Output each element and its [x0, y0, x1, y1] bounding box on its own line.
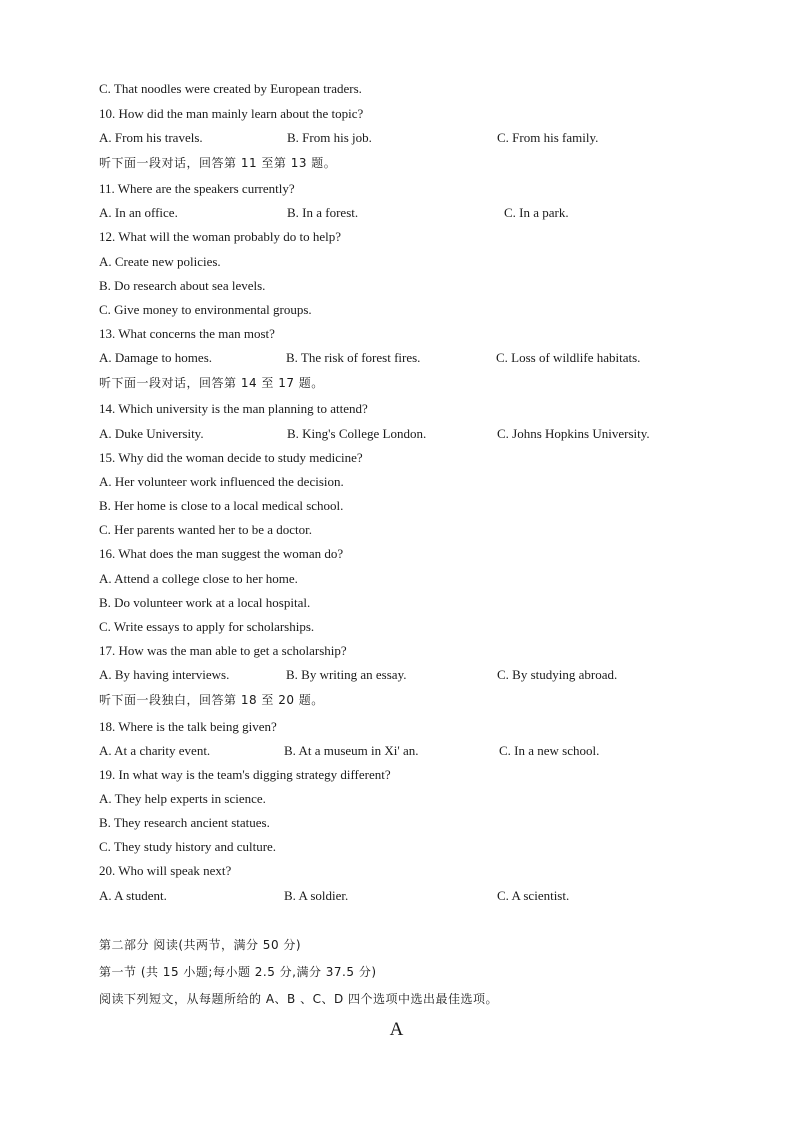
q17-question: 17. How was the man able to get a scholarship? [99, 643, 347, 658]
q20-option-a: A. A student. [99, 888, 167, 903]
q14-question: 14. Which university is the man planning to attend? [99, 401, 368, 416]
q11-option-a: A. In an office. [99, 205, 178, 220]
q18-option-b: B. At a museum in Xi' an. [284, 743, 419, 758]
q15-option-a: A. Her volunteer work influenced the decision. [99, 474, 344, 489]
q17-option-c: C. By studying abroad. [497, 667, 618, 682]
q13-question: 13. What concerns the man most? [99, 326, 275, 341]
q12-option-c: C. Give money to environmental groups. [99, 302, 312, 317]
q13-option-a: A. Damage to homes. [99, 350, 213, 365]
q11-option-c: C. In a park. [504, 205, 569, 220]
q20-option-b: B. A soldier. [284, 888, 349, 903]
q19-option-a: A. They help experts in science. [99, 791, 266, 806]
q16-option-b: B. Do volunteer work at a local hospital. [99, 595, 311, 610]
q11-option-b: B. In a forest. [287, 205, 359, 220]
q13-option-b: B. The risk of forest fires. [286, 350, 421, 365]
q19-question: 19. In what way is the team's digging strategy different? [99, 767, 391, 782]
q12-option-b: B. Do research about sea levels. [99, 278, 266, 293]
q14-option-a: A. Duke University. [99, 426, 204, 441]
q16-option-c: C. Write essays to apply for scholarships. [99, 619, 315, 634]
q19-option-b: B. They research ancient statues. [99, 815, 270, 830]
q17-option-b: B. By writing an essay. [286, 667, 407, 682]
section-instruction-11-13: 听下面一段对话，回答第 11 至第 13 题。 [99, 156, 337, 170]
section-instruction-18-20: 听下面一段独白，回答第 18 至 20 题。 [99, 693, 324, 707]
passage-label: A [389, 1019, 404, 1040]
q12-option-a: A. Create new policies. [99, 254, 221, 269]
q17-option-a: A. By having interviews. [99, 667, 230, 682]
q20-option-c: C. A scientist. [497, 888, 570, 903]
q15-question: 15. Why did the woman decide to study medicine? [99, 450, 363, 465]
q9-option-c: C. That noodles were created by European traders. [99, 81, 362, 96]
q10-option-a: A. From his travels. [99, 130, 203, 145]
q11-question: 11. Where are the speakers currently? [99, 181, 295, 196]
q16-question: 16. What does the man suggest the woman do? [99, 546, 344, 561]
q14-option-c: C. Johns Hopkins University. [497, 426, 650, 441]
q18-option-c: C. In a new school. [499, 743, 600, 758]
section-instruction-14-17: 听下面一段对话，回答第 14 至 17 题。 [99, 376, 324, 390]
q14-option-b: B. King's College London. [287, 426, 427, 441]
q10-option-c: C. From his family. [497, 130, 599, 145]
q12-question: 12. What will the woman probably do to help? [99, 229, 342, 244]
q15-option-b: B. Her home is close to a local medical school. [99, 498, 344, 513]
q20-question: 20. Who will speak next? [99, 863, 232, 878]
q18-option-a: A. At a charity event. [99, 743, 211, 758]
q15-option-c: C. Her parents wanted her to be a doctor. [99, 522, 312, 537]
part-two-heading: 第二部分 阅读(共两节，满分 50 分) [99, 938, 302, 952]
reading-instruction: 阅读下列短文，从每题所给的 A、B 、C、D 四个选项中选出最佳选项。 [99, 992, 499, 1006]
q10-option-b: B. From his job. [287, 130, 372, 145]
q10-question: 10. How did the man mainly learn about the topic? [99, 106, 364, 121]
q16-option-a: A. Attend a college close to her home. [99, 571, 298, 586]
q19-option-c: C. They study history and culture. [99, 839, 277, 854]
q13-option-c: C. Loss of wildlife habitats. [496, 350, 641, 365]
q18-question: 18. Where is the talk being given? [99, 719, 277, 734]
part-two-section-one: 第一节 (共 15 小题;每小题 2.5 分,满分 37.5 分) [99, 965, 377, 979]
